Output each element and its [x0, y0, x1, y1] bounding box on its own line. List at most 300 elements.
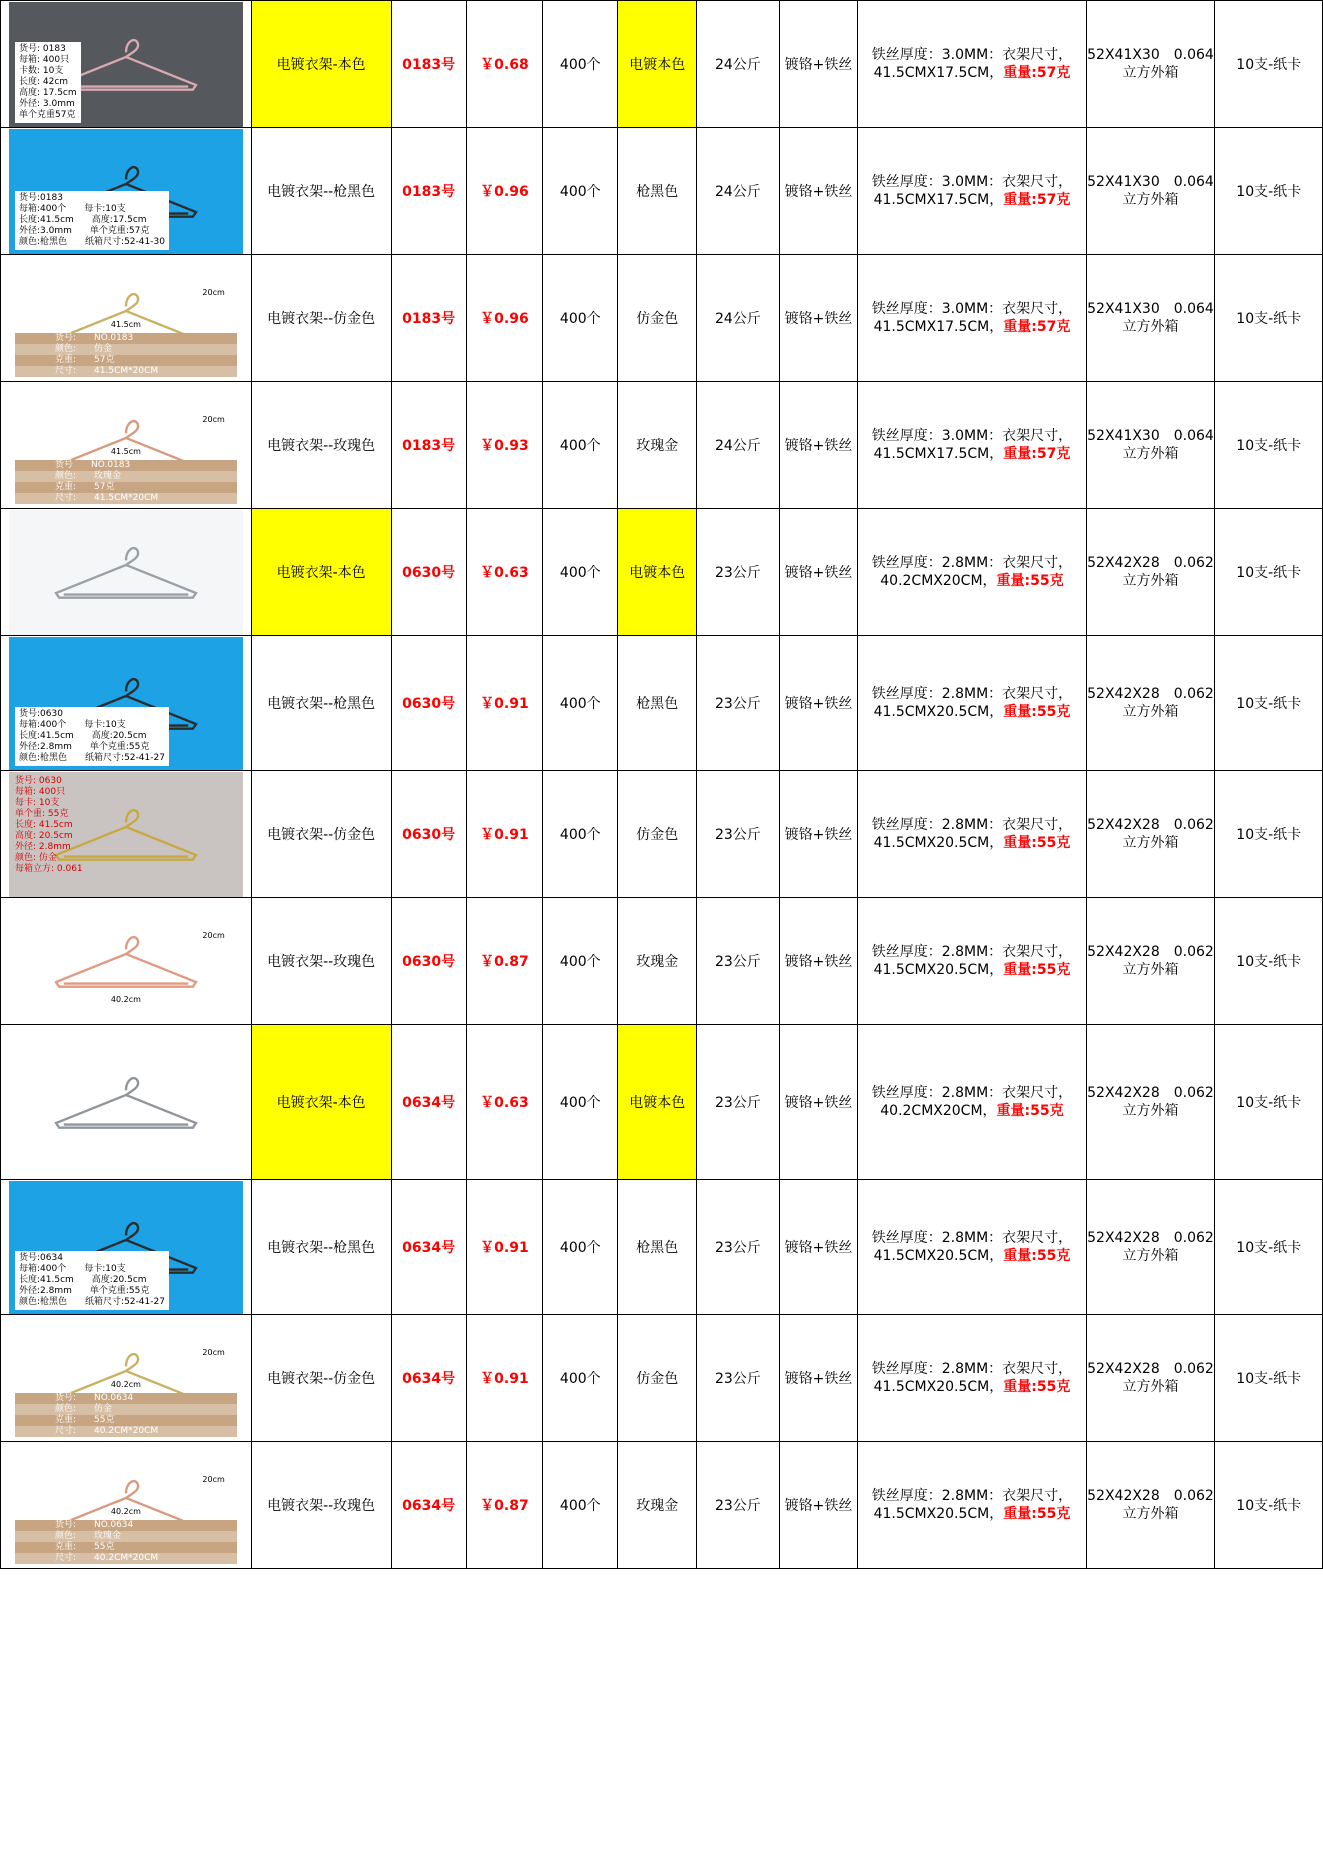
- product-color: 仿金色: [618, 255, 697, 382]
- info-line: 货号: 0630: [15, 775, 62, 786]
- product-image-cell: [1, 1025, 252, 1180]
- info-line: 单个克重57克: [19, 109, 76, 120]
- wire-spec: [858, 771, 1086, 898]
- carton-label: 立方外箱: [1122, 192, 1179, 208]
- info-line: 长度:41.5cm 高度:20.5cm: [19, 730, 147, 741]
- spec-line: [858, 1378, 1085, 1396]
- wire-spec: [858, 382, 1086, 509]
- product-name: 电镀衣架-本色: [251, 1, 391, 128]
- quantity-per-box: 400个: [543, 1180, 618, 1315]
- packaging: 10支-纸卡: [1215, 128, 1323, 255]
- carton-label: 立方外箱: [1122, 1506, 1179, 1522]
- product-photo: [9, 1316, 243, 1441]
- info-strip-row: 颜色: 玫瑰金: [15, 471, 237, 482]
- unit-price: ￥0.91: [466, 1315, 542, 1442]
- product-color: 电镀本色: [618, 1025, 697, 1180]
- spec-line: 铁丝厚度：3.0MM：衣架尺寸，: [871, 301, 1073, 317]
- quantity-per-box: 400个: [543, 255, 618, 382]
- carton-label: 立方外箱: [1122, 835, 1179, 851]
- carton-dimensions: 52X41X30 0.064: [1087, 428, 1214, 444]
- product-photo: [9, 899, 243, 1024]
- spec-line: 铁丝厚度：2.8MM：衣架尺寸，: [871, 944, 1073, 960]
- unit-price: ￥0.96: [466, 128, 542, 255]
- spec-line: 铁丝厚度：3.0MM：衣架尺寸，: [871, 428, 1073, 444]
- carton-label: 立方外箱: [1122, 704, 1179, 720]
- material: 镀铬+铁丝: [779, 1180, 858, 1315]
- packaging: 10支-纸卡: [1215, 382, 1323, 509]
- product-image-cell: [1, 636, 252, 771]
- info-strip-row: 尺寸: 40.2CM*20CM: [15, 1553, 237, 1564]
- width-dimension-label: 40.2cm: [110, 994, 141, 1004]
- info-line: 外径: 2.8mm: [15, 841, 71, 852]
- carton-size: [1086, 636, 1215, 771]
- product-color: 枪黑色: [618, 636, 697, 771]
- material: 镀铬+铁丝: [779, 771, 858, 898]
- carton-dimensions: 52X41X30 0.064: [1087, 174, 1214, 190]
- spec-size: 41.5CMX20.5CM，: [873, 704, 1004, 720]
- quantity-per-box: 400个: [543, 509, 618, 636]
- carton-dimensions: 52X41X30 0.064: [1087, 47, 1214, 63]
- box-weight: 23公斤: [697, 1025, 779, 1180]
- hanger-picture: [9, 510, 243, 635]
- product-photo: [9, 510, 243, 635]
- info-line: 货号:0630: [19, 708, 63, 719]
- info-line: 货号:0634: [19, 1252, 63, 1263]
- info-strip-row: 克重: 57克: [15, 482, 237, 493]
- spec-size: 41.5CMX20.5CM，: [873, 1379, 1004, 1395]
- table-row: [1, 1180, 1323, 1315]
- spec-weight: 重量:55克: [1003, 1506, 1071, 1522]
- table-row: [1, 509, 1323, 636]
- spec-line: [858, 1102, 1085, 1120]
- product-photo: [9, 772, 243, 897]
- material: 镀铬+铁丝: [779, 1025, 858, 1180]
- carton-dimensions: 52X42X28 0.062: [1087, 944, 1214, 960]
- carton-size: [1086, 382, 1215, 509]
- product-code: 0634号: [391, 1442, 466, 1569]
- spec-line: [858, 318, 1085, 336]
- height-dimension-label: 20cm: [202, 1347, 225, 1357]
- carton-size: [1086, 1025, 1215, 1180]
- info-line: 每箱:400个 每卡:10支: [19, 1263, 126, 1274]
- box-weight: 23公斤: [697, 509, 779, 636]
- carton-size: [1086, 1442, 1215, 1569]
- carton-label: 立方外箱: [1122, 1103, 1179, 1119]
- height-dimension-label: 20cm: [202, 1474, 225, 1484]
- info-strip-row: 尺寸: 41.5CM*20CM: [15, 366, 237, 377]
- box-weight: 23公斤: [697, 1442, 779, 1569]
- quantity-per-box: 400个: [543, 636, 618, 771]
- product-info-strip: [15, 460, 237, 504]
- quantity-per-box: 400个: [543, 382, 618, 509]
- carton-label: 立方外箱: [1122, 1248, 1179, 1264]
- product-color: 玫瑰金: [618, 898, 697, 1025]
- info-strip-row: 克重: 55克: [15, 1415, 237, 1426]
- carton-label: 立方外箱: [1122, 573, 1179, 589]
- spec-weight: 重量:57克: [1003, 446, 1071, 462]
- product-name: 电镀衣架-本色: [251, 1025, 391, 1180]
- spec-line: [858, 191, 1085, 209]
- product-photo: [9, 1026, 243, 1179]
- height-dimension-label: 20cm: [202, 930, 225, 940]
- carton-size: [1086, 128, 1215, 255]
- spec-line: 铁丝厚度：3.0MM：衣架尺寸，: [871, 47, 1073, 63]
- product-photo: [9, 2, 243, 127]
- carton-label: 立方外箱: [1122, 446, 1179, 462]
- height-dimension-label: 20cm: [202, 414, 225, 424]
- carton-dimensions: 52X42X28 0.062: [1087, 1488, 1214, 1504]
- product-info-strip: [15, 333, 237, 377]
- product-name: 电镀衣架--仿金色: [251, 771, 391, 898]
- box-weight: 24公斤: [697, 382, 779, 509]
- info-strip-row: 尺寸: 40.2CM*20CM: [15, 1426, 237, 1437]
- info-line: 外径:2.8mm 单个克重:55克: [19, 1285, 150, 1296]
- spec-size: 41.5CMX17.5CM，: [873, 65, 1004, 81]
- product-color: 仿金色: [618, 771, 697, 898]
- table-row: [1, 128, 1323, 255]
- table-row: [1, 636, 1323, 771]
- table-row: [1, 1025, 1323, 1180]
- spec-size: 41.5CMX20.5CM，: [873, 962, 1004, 978]
- packaging: 10支-纸卡: [1215, 1025, 1323, 1180]
- unit-price: ￥0.87: [466, 1442, 542, 1569]
- material: 镀铬+铁丝: [779, 128, 858, 255]
- unit-price: ￥0.96: [466, 255, 542, 382]
- spec-line: [858, 445, 1085, 463]
- quantity-per-box: 400个: [543, 1442, 618, 1569]
- material: 镀铬+铁丝: [779, 636, 858, 771]
- spec-size: 40.2CMX20CM，: [880, 1103, 997, 1119]
- info-line: 外径:3.0mm 单个克重:57克: [19, 225, 150, 236]
- unit-price: ￥0.87: [466, 898, 542, 1025]
- product-color: 电镀本色: [618, 1, 697, 128]
- box-weight: 23公斤: [697, 1315, 779, 1442]
- unit-price: ￥0.63: [466, 509, 542, 636]
- product-image-cell: [1, 898, 252, 1025]
- width-dimension-label: 40.2cm: [110, 1506, 141, 1516]
- info-line: 高度: 20.5cm: [15, 830, 73, 841]
- product-name: 电镀衣架--玫瑰色: [251, 382, 391, 509]
- spec-weight: 重量:55克: [996, 573, 1064, 589]
- spec-line: [858, 834, 1085, 852]
- quantity-per-box: 400个: [543, 128, 618, 255]
- box-weight: 24公斤: [697, 255, 779, 382]
- width-dimension-label: 41.5cm: [110, 446, 141, 456]
- product-info-strip: [15, 1393, 237, 1437]
- table-row: [1, 898, 1323, 1025]
- wire-spec: [858, 898, 1086, 1025]
- product-color: 玫瑰金: [618, 1442, 697, 1569]
- spec-line: 铁丝厚度：2.8MM：衣架尺寸，: [871, 1488, 1073, 1504]
- info-line: 颜色:枪黑色 纸箱尺寸:52-41-27: [19, 752, 165, 763]
- product-image-cell: [1, 128, 252, 255]
- info-line: 颜色: 仿金: [15, 852, 57, 863]
- product-name: 电镀衣架-本色: [251, 509, 391, 636]
- height-dimension-label: 20cm: [202, 287, 225, 297]
- carton-size: [1086, 255, 1215, 382]
- material: 镀铬+铁丝: [779, 255, 858, 382]
- wire-spec: [858, 128, 1086, 255]
- info-line: 长度:41.5cm 高度:17.5cm: [19, 214, 147, 225]
- packaging: 10支-纸卡: [1215, 1442, 1323, 1569]
- spec-line: 铁丝厚度：3.0MM：衣架尺寸，: [871, 174, 1073, 190]
- wire-spec: [858, 1025, 1086, 1180]
- spec-line: 铁丝厚度：2.8MM：衣架尺寸，: [871, 1361, 1073, 1377]
- wire-spec: [858, 1442, 1086, 1569]
- spec-line: [858, 64, 1085, 82]
- product-info-label: [15, 1251, 169, 1310]
- product-info-label: [15, 776, 83, 875]
- packaging: 10支-纸卡: [1215, 255, 1323, 382]
- wire-spec: [858, 1, 1086, 128]
- box-weight: 23公斤: [697, 636, 779, 771]
- product-photo: [9, 129, 243, 254]
- product-code: 0630号: [391, 771, 466, 898]
- info-line: 每箱:400个 每卡:10支: [19, 203, 126, 214]
- carton-dimensions: 52X42X28 0.062: [1087, 1230, 1214, 1246]
- spec-weight: 重量:57克: [1003, 65, 1071, 81]
- spec-weight: 重量:57克: [1003, 319, 1071, 335]
- hanger-icon: [46, 537, 206, 607]
- carton-dimensions: 52X42X28 0.062: [1087, 1085, 1214, 1101]
- info-line: 外径: 3.0mm: [19, 98, 75, 109]
- width-dimension-label: 40.2cm: [110, 1379, 141, 1389]
- info-strip-row: 货号: NO.0634: [15, 1520, 237, 1531]
- info-line: 颜色:枪黑色 纸箱尺寸:52-41-27: [19, 1296, 165, 1307]
- product-image-cell: [1, 1, 252, 128]
- info-line: 长度: 41.5cm: [15, 819, 73, 830]
- carton-dimensions: 52X41X30 0.064: [1087, 301, 1214, 317]
- spec-line: 铁丝厚度：2.8MM：衣架尺寸，: [871, 1230, 1073, 1246]
- box-weight: 23公斤: [697, 898, 779, 1025]
- carton-size: [1086, 771, 1215, 898]
- packaging: 10支-纸卡: [1215, 771, 1323, 898]
- wire-spec: [858, 509, 1086, 636]
- spec-weight: 重量:55克: [996, 1103, 1064, 1119]
- info-strip-row: 尺寸: 41.5CM*20CM: [15, 493, 237, 504]
- spec-line: 铁丝厚度：2.8MM：衣架尺寸，: [871, 1085, 1073, 1101]
- info-line: 卡数: 10支: [19, 65, 64, 76]
- info-strip-row: 货号: NO.0634: [15, 1393, 237, 1404]
- packaging: 10支-纸卡: [1215, 1180, 1323, 1315]
- product-code: 0634号: [391, 1025, 466, 1180]
- spec-line: [858, 1505, 1085, 1523]
- product-info-strip: [15, 1520, 237, 1564]
- product-image-cell: [1, 382, 252, 509]
- carton-size: [1086, 1315, 1215, 1442]
- spec-line: [858, 1247, 1085, 1265]
- spec-line: 铁丝厚度：2.8MM：衣架尺寸，: [871, 686, 1073, 702]
- product-color: 仿金色: [618, 1315, 697, 1442]
- info-line: 外径:2.8mm 单个克重:55克: [19, 741, 150, 752]
- product-info-label: [15, 42, 81, 123]
- unit-price: ￥0.63: [466, 1025, 542, 1180]
- info-strip-row: 颜色: 仿金: [15, 344, 237, 355]
- product-image-cell: [1, 1315, 252, 1442]
- product-name: 电镀衣架--仿金色: [251, 255, 391, 382]
- box-weight: 24公斤: [697, 128, 779, 255]
- product-code: 0183号: [391, 382, 466, 509]
- quantity-per-box: 400个: [543, 898, 618, 1025]
- info-strip-row: 颜色: 玫瑰金: [15, 1531, 237, 1542]
- spec-weight: 重量:55克: [1003, 962, 1071, 978]
- info-strip-row: 货号 NO.0183: [15, 460, 237, 471]
- packaging: 10支-纸卡: [1215, 1, 1323, 128]
- info-line: 货号: 0183: [19, 43, 66, 54]
- hanger-icon: [46, 926, 206, 996]
- product-photo: [9, 1443, 243, 1568]
- product-image-cell: [1, 1442, 252, 1569]
- packaging: 10支-纸卡: [1215, 898, 1323, 1025]
- spec-size: 41.5CMX20.5CM，: [873, 1248, 1004, 1264]
- packaging: 10支-纸卡: [1215, 636, 1323, 771]
- carton-dimensions: 52X42X28 0.062: [1087, 1361, 1214, 1377]
- product-name: 电镀衣架--枪黑色: [251, 128, 391, 255]
- spec-weight: 重量:57克: [1003, 192, 1071, 208]
- product-image-cell: [1, 771, 252, 898]
- quantity-per-box: 400个: [543, 1, 618, 128]
- spec-weight: 重量:55克: [1003, 704, 1071, 720]
- product-photo: [9, 256, 243, 381]
- spec-weight: 重量:55克: [1003, 1379, 1071, 1395]
- product-photo: [9, 637, 243, 770]
- quantity-per-box: 400个: [543, 771, 618, 898]
- info-line: 每箱: 400只: [15, 786, 66, 797]
- packaging: 10支-纸卡: [1215, 509, 1323, 636]
- spec-line: [858, 961, 1085, 979]
- info-line: 长度:41.5cm 高度:20.5cm: [19, 1274, 147, 1285]
- spec-line: 铁丝厚度：2.8MM：衣架尺寸，: [871, 555, 1073, 571]
- spec-line: [858, 703, 1085, 721]
- product-code: 0183号: [391, 128, 466, 255]
- spec-size: 41.5CMX17.5CM，: [873, 446, 1004, 462]
- info-line: 颜色:枪黑色 纸箱尺寸:52-41-30: [19, 236, 165, 247]
- product-image-cell: [1, 509, 252, 636]
- info-strip-row: 货号: NO.0183: [15, 333, 237, 344]
- carton-size: [1086, 1, 1215, 128]
- product-name: 电镀衣架--枪黑色: [251, 636, 391, 771]
- info-line: 单个重: 55克: [15, 808, 69, 819]
- unit-price: ￥0.91: [466, 771, 542, 898]
- hanger-picture: [9, 1026, 243, 1179]
- box-weight: 24公斤: [697, 1, 779, 128]
- spec-size: 41.5CMX17.5CM，: [873, 319, 1004, 335]
- info-strip-row: 克重: 57克: [15, 355, 237, 366]
- wire-spec: [858, 255, 1086, 382]
- product-info-label: [15, 191, 169, 250]
- material: 镀铬+铁丝: [779, 382, 858, 509]
- table-row: [1, 1315, 1323, 1442]
- product-name: 电镀衣架--仿金色: [251, 1315, 391, 1442]
- product-code: 0630号: [391, 636, 466, 771]
- info-line: 每卡: 10支: [15, 797, 60, 808]
- carton-size: [1086, 509, 1215, 636]
- material: 镀铬+铁丝: [779, 898, 858, 1025]
- info-line: 高度: 17.5cm: [19, 87, 77, 98]
- width-dimension-label: 41.5cm: [110, 319, 141, 329]
- table-row: [1, 1442, 1323, 1569]
- product-name: 电镀衣架--枪黑色: [251, 1180, 391, 1315]
- box-weight: 23公斤: [697, 1180, 779, 1315]
- info-line: 每箱:400个 每卡:10支: [19, 719, 126, 730]
- material: 镀铬+铁丝: [779, 509, 858, 636]
- carton-dimensions: 52X42X28 0.062: [1087, 686, 1214, 702]
- spec-line: 铁丝厚度：2.8MM：衣架尺寸，: [871, 817, 1073, 833]
- unit-price: ￥0.93: [466, 382, 542, 509]
- info-strip-row: 克重: 55克: [15, 1542, 237, 1553]
- table-row: [1, 771, 1323, 898]
- wire-spec: [858, 1180, 1086, 1315]
- product-code: 0634号: [391, 1180, 466, 1315]
- quantity-per-box: 400个: [543, 1025, 618, 1180]
- unit-price: ￥0.91: [466, 636, 542, 771]
- info-line: 每箱立方: 0.061: [15, 863, 83, 874]
- carton-label: 立方外箱: [1122, 65, 1179, 81]
- info-line: 货号:0183: [19, 192, 63, 203]
- carton-label: 立方外箱: [1122, 319, 1179, 335]
- carton-label: 立方外箱: [1122, 962, 1179, 978]
- spec-size: 41.5CMX20.5CM，: [873, 835, 1004, 851]
- table-row: [1, 1, 1323, 128]
- packaging: 10支-纸卡: [1215, 1315, 1323, 1442]
- spec-size: 41.5CMX17.5CM，: [873, 192, 1004, 208]
- product-info-label: [15, 707, 169, 766]
- spec-size: 40.2CMX20CM，: [880, 573, 997, 589]
- product-code: 0634号: [391, 1315, 466, 1442]
- product-photo: [9, 1181, 243, 1314]
- carton-label: 立方外箱: [1122, 1379, 1179, 1395]
- info-line: 每箱: 400只: [19, 54, 70, 65]
- product-code: 0630号: [391, 509, 466, 636]
- carton-size: [1086, 1180, 1215, 1315]
- table-row: [1, 255, 1323, 382]
- material: 镀铬+铁丝: [779, 1, 858, 128]
- carton-dimensions: 52X42X28 0.062: [1087, 555, 1214, 571]
- material: 镀铬+铁丝: [779, 1442, 858, 1569]
- material: 镀铬+铁丝: [779, 1315, 858, 1442]
- wire-spec: [858, 636, 1086, 771]
- hanger-icon: [46, 1067, 206, 1137]
- wire-spec: [858, 1315, 1086, 1442]
- quantity-per-box: 400个: [543, 1315, 618, 1442]
- product-color: 电镀本色: [618, 509, 697, 636]
- spec-line: [858, 572, 1085, 590]
- carton-size: [1086, 898, 1215, 1025]
- product-code: 0630号: [391, 898, 466, 1025]
- product-color: 玫瑰金: [618, 382, 697, 509]
- box-weight: 23公斤: [697, 771, 779, 898]
- table-row: [1, 382, 1323, 509]
- unit-price: ￥0.68: [466, 1, 542, 128]
- product-code: 0183号: [391, 1, 466, 128]
- carton-dimensions: 52X42X28 0.062: [1087, 817, 1214, 833]
- product-name: 电镀衣架--玫瑰色: [251, 1442, 391, 1569]
- product-color: 枪黑色: [618, 128, 697, 255]
- product-image-cell: [1, 255, 252, 382]
- info-strip-row: 颜色: 仿金: [15, 1404, 237, 1415]
- product-name: 电镀衣架--玫瑰色: [251, 898, 391, 1025]
- spec-weight: 重量:55克: [1003, 1248, 1071, 1264]
- product-color: 枪黑色: [618, 1180, 697, 1315]
- hanger-picture: [9, 899, 243, 1024]
- info-line: 长度: 42cm: [19, 76, 69, 87]
- product-image-cell: [1, 1180, 252, 1315]
- spec-size: 41.5CMX20.5CM，: [873, 1506, 1004, 1522]
- unit-price: ￥0.91: [466, 1180, 542, 1315]
- product-code: 0183号: [391, 255, 466, 382]
- product-photo: [9, 383, 243, 508]
- spec-weight: 重量:55克: [1003, 835, 1071, 851]
